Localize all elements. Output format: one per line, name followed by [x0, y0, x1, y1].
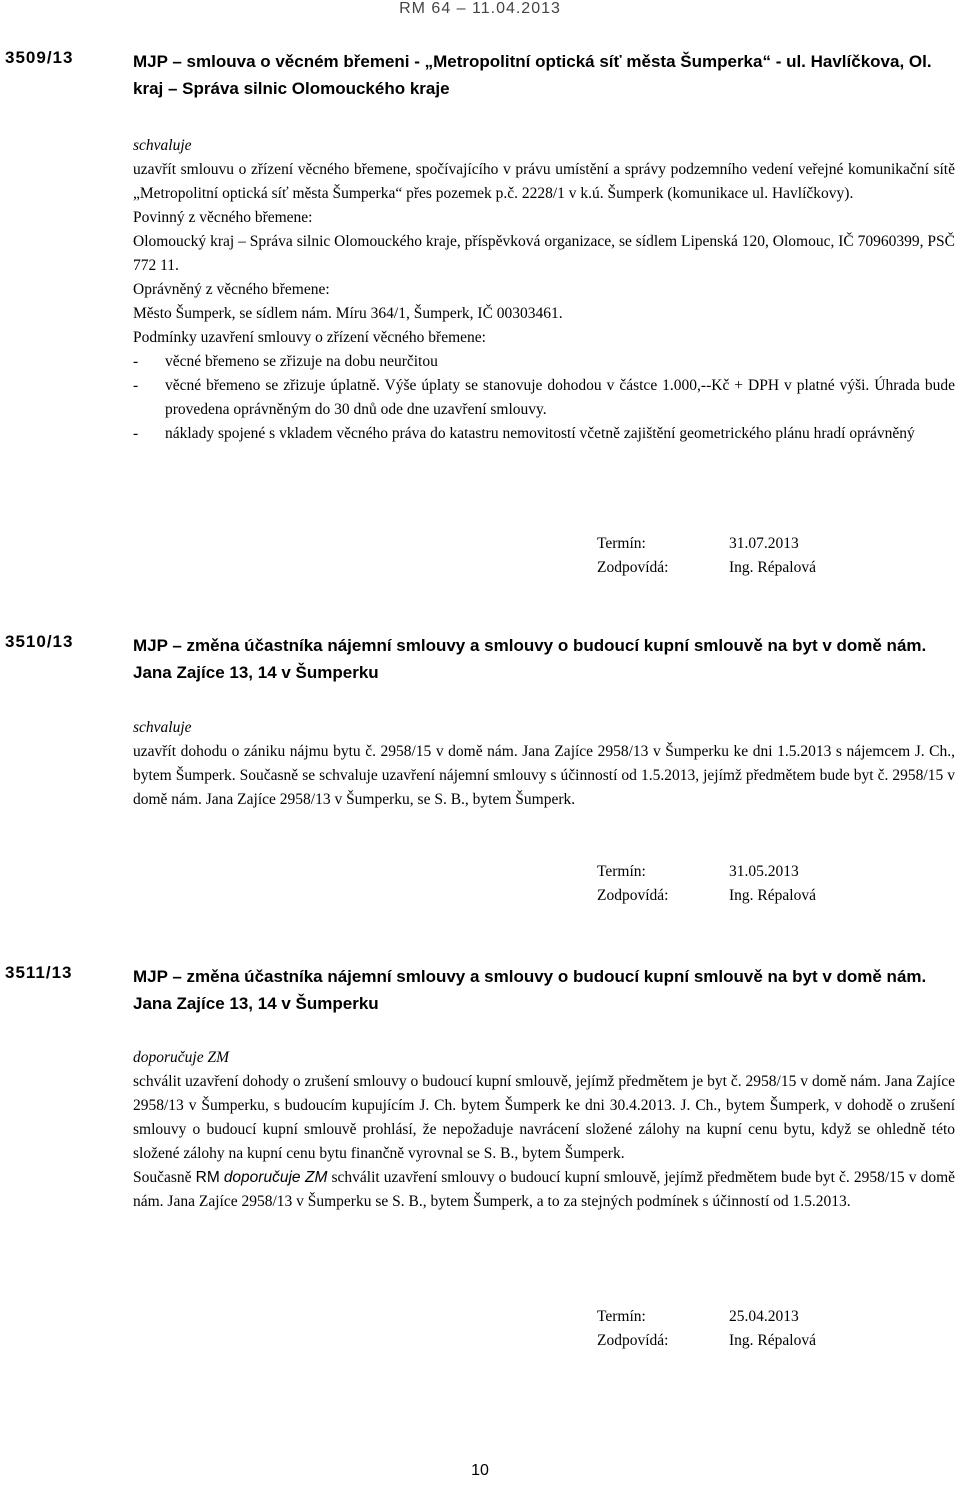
action-label: schvaluje: [133, 719, 192, 736]
resolution-title: MJP – změna účastníka nájemní smlouvy a smlouvy o budoucí kupní smlouvě na byt v domě nám. Jana Zajíce 13, 14 v Šumperku: [133, 967, 927, 1013]
page-header: RM 64 – 11.04.2013: [399, 0, 561, 17]
condition-item: - věcné břemeno se zřizuje na dobu neurčitou: [133, 353, 438, 370]
zodpovida-label: Zodpovídá:: [597, 887, 669, 904]
povinny-label: Povinný z věcného břemene:: [133, 209, 313, 226]
termin-value: 25.04.2013: [729, 1308, 799, 1325]
termin-label: Termín:: [597, 863, 646, 880]
termin-value: 31.05.2013: [729, 863, 799, 880]
zodpovida-label: Zodpovídá:: [597, 1332, 669, 1349]
zodpovida-label: Zodpovídá:: [597, 559, 669, 576]
zodpovida-value: Ing. Répalová: [729, 887, 816, 904]
termin-value: 31.07.2013: [729, 535, 799, 552]
resolution-number: 3511/13: [5, 963, 73, 982]
termin-label: Termín:: [597, 1308, 646, 1325]
page-number: 10: [471, 1462, 489, 1479]
deadline-block: [597, 532, 816, 580]
opravneny-text: Město Šumperk, se sídlem nám. Míru 364/1, Šumperk, IČ 00303461.: [133, 305, 563, 322]
zodpovida-value: Ing. Répalová: [729, 559, 816, 576]
podminky-label: Podmínky uzavření smlouvy o zřízení věcného břemene:: [133, 329, 486, 346]
deadline-block: [597, 860, 816, 908]
condition-item: - náklady spojené s vkladem věcného práva do katastru nemovitostí včetně zajištění geometrického plánu hradí oprávněný: [133, 425, 915, 442]
opravneny-label: Oprávněný z věcného břemene:: [133, 281, 330, 298]
resolution-body: [133, 1046, 955, 1214]
resolution-body: [133, 134, 955, 446]
resolution-text: schválit uzavření dohody o zrušení smlouvy o budoucí kupní smlouvě, jejímž předmětem je byt č. 2958/15 v domě nám. Jana Zajíce 2958/13 v Šumperku, s budoucím kupujícím J. Ch. bytem Šumperk ke dni 30.4.2013. J. Ch., bytem Šumperk, v dohodě o zrušení smlouvy o budoucí kupní smlouvě prohlásí, že nepožaduje navrácení složené zálohy na kupní cenu bytu, když se ohledně této složené zálohy na kupní cenu bytu finančně vyrovnal se S. B., bytem Šumperk.: [133, 1073, 955, 1162]
action-label: doporučuje ZM: [133, 1049, 230, 1066]
resolution-title: MJP – změna účastníka nájemní smlouvy a smlouvy o budoucí kupní smlouvě na byt v domě nám. Jana Zajíce 13, 14 v Šumperku: [133, 636, 927, 682]
resolution-title: MJP – smlouva o věcném břemeni - „Metropolitní optická síť města Šumperka“ - ul. Havlíčkova, Ol. kraj – Správa silnic Olomouckého kraje: [133, 52, 932, 98]
deadline-block: [597, 1305, 816, 1353]
povinny-text: Olomoucký kraj – Správa silnic Olomouckého kraje, příspěvková organizace, se sídlem Lipenská 120, Olomouc, IČ 70960399, PSČ 772 11.: [133, 233, 955, 274]
action-label: schvaluje: [133, 137, 192, 154]
condition-item: - věcné břemeno se zřizuje úplatně. Výše úplaty se stanovuje dohodou v částce 1.000,--Kč + DPH v platné výši. Úhrada bude provedena oprávněným do 30 dnů ode dne uzavření smlouvy.: [133, 377, 955, 418]
resolution-text: uzavřít smlouvu o zřízení věcného břemene, spočívajícího v právu umístění a správy podzemního vedení veřejné komunikační sítě „Metropolitní optická síť města Šumperka“ přes pozemek p.č. 2228/1 v k.ú. Šumperk (komunikace ul. Havlíčkovy).: [133, 161, 955, 202]
zodpovida-value: Ing. Répalová: [729, 1332, 816, 1349]
resolution-number: 3510/13: [5, 632, 74, 651]
termin-label: Termín:: [597, 535, 646, 552]
resolution-text: uzavřít dohodu o zániku nájmu bytu č. 2958/15 v domě nám. Jana Zajíce 2958/13 v Šumperku ke dni 1.5.2013 s nájemcem J. Ch., bytem Šumperk. Současně se schvaluje uzavření nájemní smlouvy s účinností od 1.5.2013, jejímž předmětem bude byt č. 2958/15 v domě nám. Jana Zajíce 2958/13 v Šumperku, se S. B., bytem Šumperk.: [133, 743, 955, 808]
resolution-number: 3509/13: [5, 48, 74, 67]
resolution-text-2: Současně RM doporučuje ZM schválit uzavření smlouvy o budoucí kupní smlouvě, jejímž předmětem bude byt č. 2958/15 v domě nám. Jana Zajíce 2958/13 v Šumperku se S. B., bytem Šumperk, a to za stejných podmínek s účinností od 1.5.2013.: [133, 1169, 956, 1210]
resolution-body: [133, 716, 955, 812]
